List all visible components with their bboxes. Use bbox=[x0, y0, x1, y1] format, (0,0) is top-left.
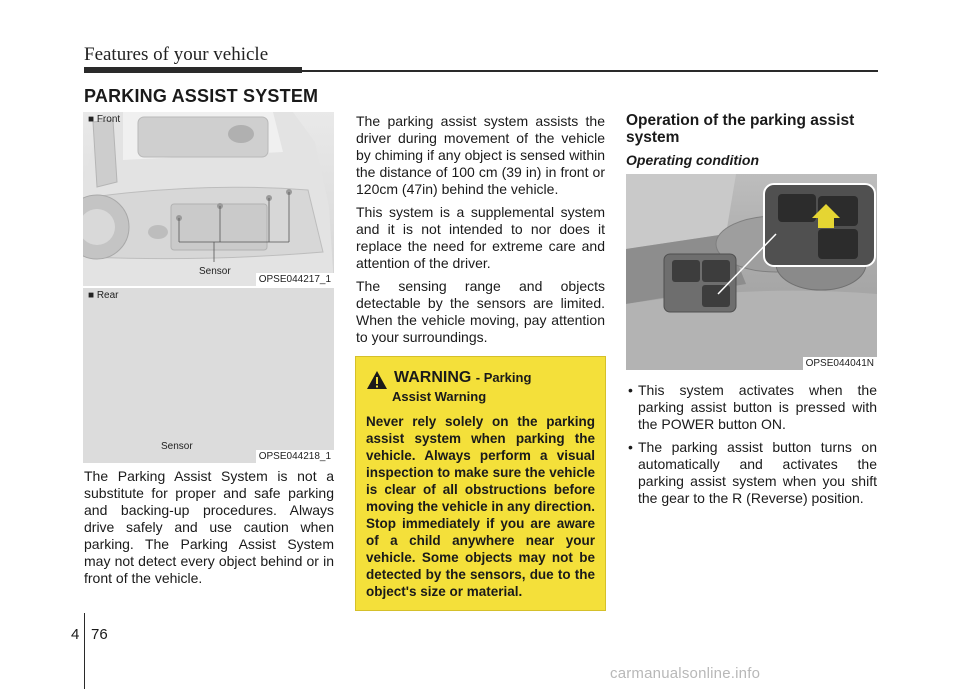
operation-title: Operation of the parking assist system bbox=[626, 112, 855, 146]
intro-paragraph bbox=[84, 468, 334, 593]
header-title: Features of your vehicle bbox=[84, 44, 269, 65]
car-front-illustration bbox=[83, 112, 334, 286]
intro-text: The Parking Assist System is not a substitute for proper and safe parking and backing-up procedures. Always drive safely and use caution when parking. The Parking Assist System may not detect every object behind or in front of the vehicle. bbox=[84, 468, 334, 586]
header-rule-thick bbox=[84, 67, 302, 73]
section-title: PARKING ASSIST SYSTEM bbox=[84, 86, 319, 106]
rear-sensor-image bbox=[83, 288, 334, 463]
rear-label: ■ Rear bbox=[88, 290, 119, 301]
warning-subtitle: - Parking bbox=[475, 370, 532, 385]
description-paragraph-2: This system is a supplemental system and it is not intended to nor does it replace the need for extreme care and attention of the driver. bbox=[356, 204, 605, 271]
warning-subtitle-2: Assist Warning bbox=[392, 389, 487, 404]
bullet-item: • The parking assist button turns on automatically and activates the parking assist system when you shift the gear to the R (Reverse) position. bbox=[626, 439, 877, 507]
rear-sensor-label: Sensor bbox=[161, 441, 193, 452]
rear-image-code: OPSE044218_1 bbox=[256, 450, 334, 463]
warning-box bbox=[355, 356, 606, 611]
description-text bbox=[356, 113, 605, 352]
page-number: 76 bbox=[91, 626, 108, 643]
description-paragraph-1: The parking assist system assists the driver during movement of the vehicle by chiming if any object is sensed within the distance of 100 cm (39 in) in front or 120cm (47in) behind the vehicle. bbox=[356, 113, 605, 197]
warning-title: WARNING bbox=[394, 369, 472, 386]
condition-bullets bbox=[626, 382, 877, 513]
bullet-item: • This system activates when the parking assist button is pressed with the POWER button ON. bbox=[626, 382, 877, 433]
warning-triangle-icon bbox=[366, 370, 388, 390]
console-button-image bbox=[626, 174, 877, 370]
chapter-number: 4 bbox=[71, 626, 80, 643]
warning-body: Never rely solely on the parking assist system when parking the vehicle. Always perform a visual inspection to make sure the vehicle is clear of all obstructions before moving the vehicle in any direction. Stop immediately if you are aware of a child anywhere near your vehicle. Some objects may not be detected by the sensors, due to the object's size or material. bbox=[366, 414, 595, 599]
description-paragraph-3: The sensing range and objects detectable by the sensors are limited. When the vehicle moving, pay attention to your surroundings. bbox=[356, 278, 605, 345]
front-sensor-label: Sensor bbox=[199, 266, 231, 277]
footer-divider bbox=[84, 613, 85, 689]
console-image-code: OPSE044041N bbox=[803, 357, 877, 370]
watermark: carmanualsonline.info bbox=[610, 665, 761, 682]
front-label: ■ Front bbox=[88, 114, 121, 125]
front-sensor-image bbox=[83, 112, 334, 286]
console-illustration bbox=[626, 174, 877, 370]
front-image-code: OPSE044217_1 bbox=[256, 273, 334, 286]
operating-condition-title: Operating condition bbox=[626, 152, 759, 168]
header-rule-thin bbox=[302, 70, 878, 72]
